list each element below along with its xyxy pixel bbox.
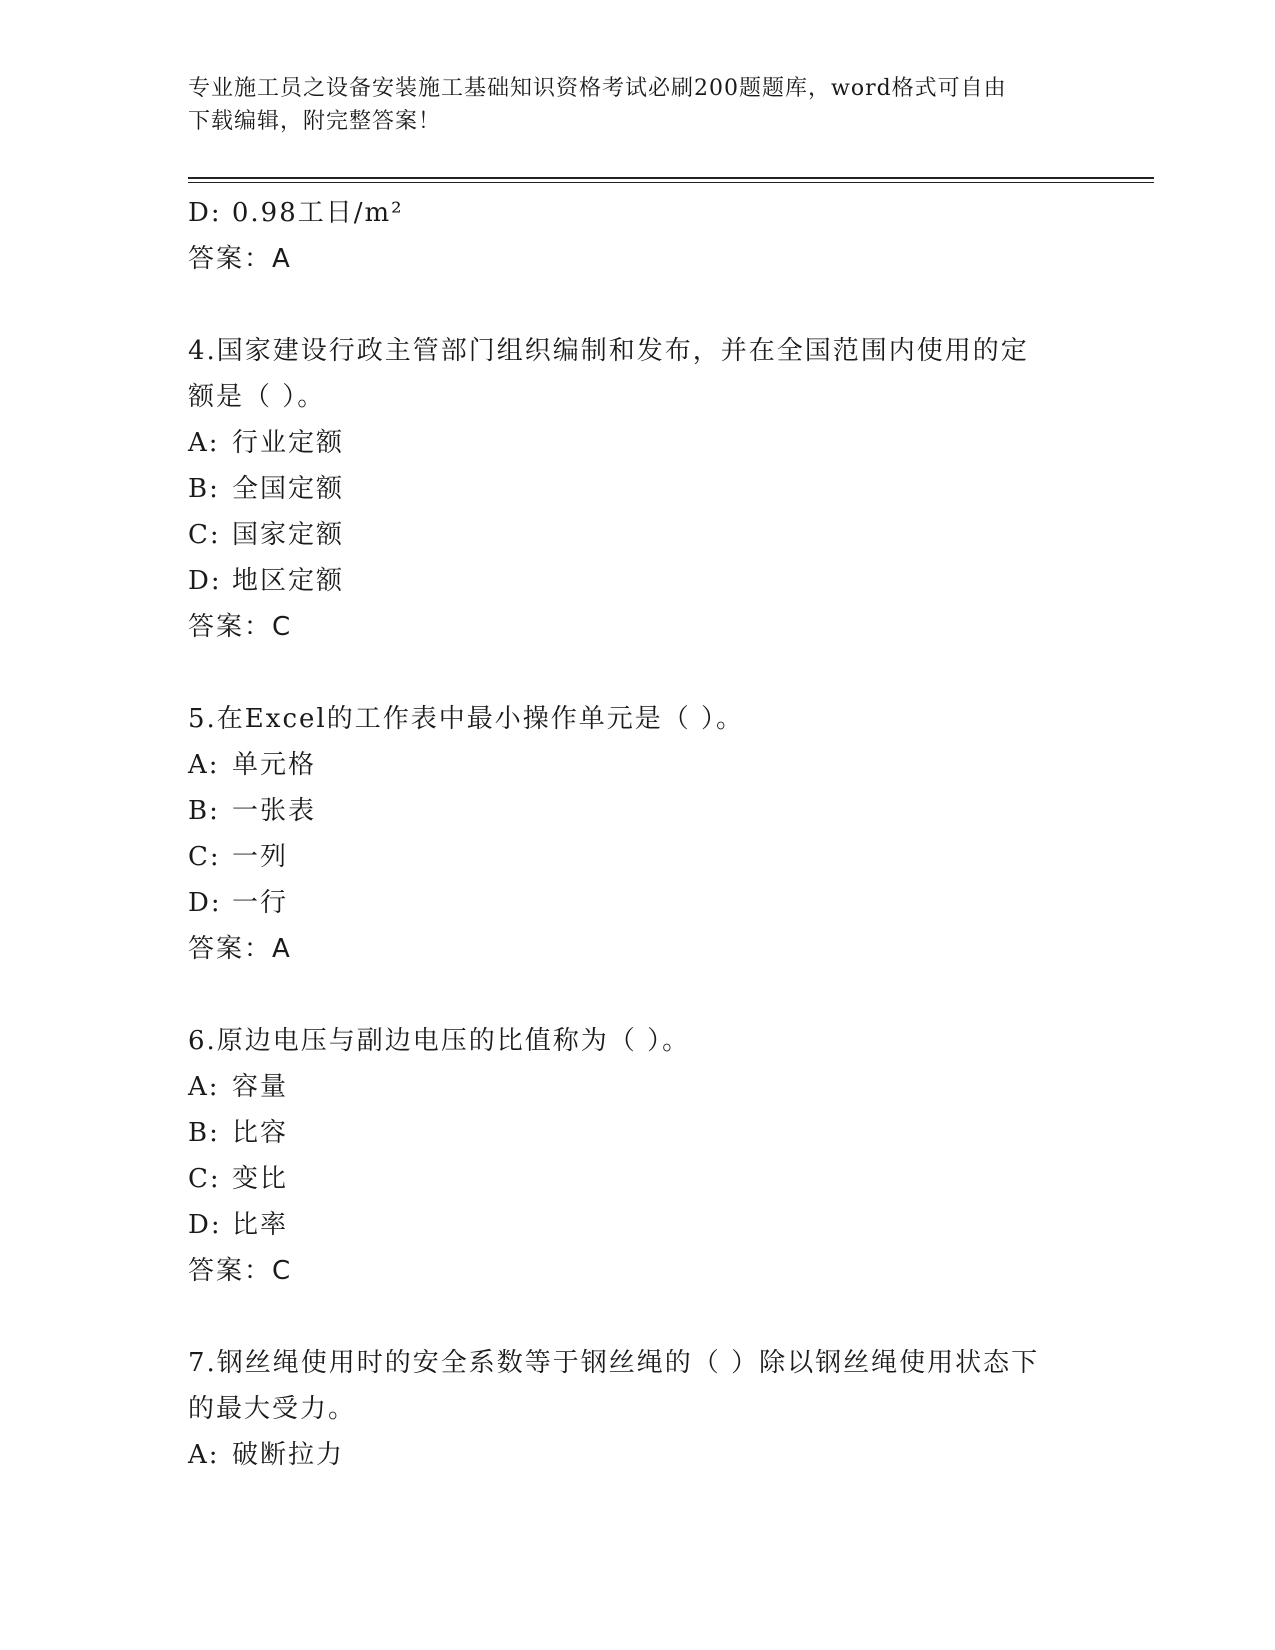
spacer	[188, 972, 1088, 1018]
option-text: 比容	[232, 1118, 289, 1148]
option-text: 变比	[232, 1164, 289, 1194]
question-6	[188, 1018, 1088, 1294]
option-text: 行业定额	[232, 428, 345, 458]
question-stem-continued: 的最大受力。	[188, 1394, 357, 1424]
header-title-line-1: 专业施工员之设备安装施工基础知识资格考试必刷200题题库，word格式可自由	[188, 76, 1007, 101]
prev-answer: 答案：A	[188, 244, 292, 274]
option-a	[188, 742, 1088, 788]
option-c	[188, 1156, 1088, 1202]
question-stem: 4.国家建设行政主管部门组织编制和发布，并在全国范围内使用的定	[188, 336, 1029, 366]
question-stem: 5.在Excel的工作表中最小操作单元是（ ）。	[188, 704, 744, 734]
option-c	[188, 834, 1088, 880]
header-divider-thin	[188, 182, 1154, 183]
option-c	[188, 512, 1088, 558]
option-label: C:	[188, 1164, 221, 1194]
spacer	[188, 1294, 1088, 1340]
option-b	[188, 466, 1088, 512]
option-label: D:	[188, 566, 222, 596]
option-text: 一列	[232, 842, 289, 872]
header-title-line-2: 下载编辑，附完整答案！	[188, 109, 442, 134]
option-text: 一张表	[232, 796, 317, 826]
option-d	[188, 880, 1088, 926]
option-label: B:	[188, 796, 220, 826]
option-b	[188, 788, 1088, 834]
document-header	[188, 72, 1068, 138]
option-label: A:	[188, 1440, 220, 1470]
option-text: 全国定额	[232, 474, 345, 504]
option-a	[188, 1432, 1088, 1478]
option-label: B:	[188, 474, 220, 504]
header-divider-thick	[188, 177, 1154, 179]
option-b	[188, 1110, 1088, 1156]
option-label: A:	[188, 1072, 220, 1102]
option-text: 容量	[232, 1072, 289, 1102]
question-content	[188, 190, 1088, 1478]
option-text: 比率	[232, 1210, 289, 1240]
option-text: 破断拉力	[232, 1440, 345, 1470]
question-4	[188, 328, 1088, 650]
answer: 答案：C	[188, 1256, 293, 1286]
spacer	[188, 282, 1088, 328]
option-a	[188, 1064, 1088, 1110]
prev-option-d: D: 0.98工日/m²	[188, 198, 404, 228]
question-7	[188, 1340, 1088, 1478]
answer: 答案：A	[188, 934, 292, 964]
spacer	[188, 650, 1088, 696]
option-text: 单元格	[232, 750, 317, 780]
option-label: C:	[188, 520, 221, 550]
question-stem: 6.原边电压与副边电压的比值称为（ ）。	[188, 1026, 691, 1056]
option-label: C:	[188, 842, 221, 872]
answer: 答案：C	[188, 612, 293, 642]
option-a	[188, 420, 1088, 466]
option-label: D:	[188, 1210, 222, 1240]
option-text: 国家定额	[232, 520, 345, 550]
option-d	[188, 1202, 1088, 1248]
question-stem: 7.钢丝绳使用时的安全系数等于钢丝绳的（ ）除以钢丝绳使用状态下	[188, 1348, 1040, 1378]
option-d	[188, 558, 1088, 604]
option-label: B:	[188, 1118, 220, 1148]
option-label: A:	[188, 750, 220, 780]
option-label: D:	[188, 888, 222, 918]
question-5	[188, 696, 1088, 972]
question-stem-continued: 额是（ ）。	[188, 382, 326, 412]
option-text: 地区定额	[232, 566, 345, 596]
option-text: 一行	[232, 888, 289, 918]
option-label: A:	[188, 428, 220, 458]
